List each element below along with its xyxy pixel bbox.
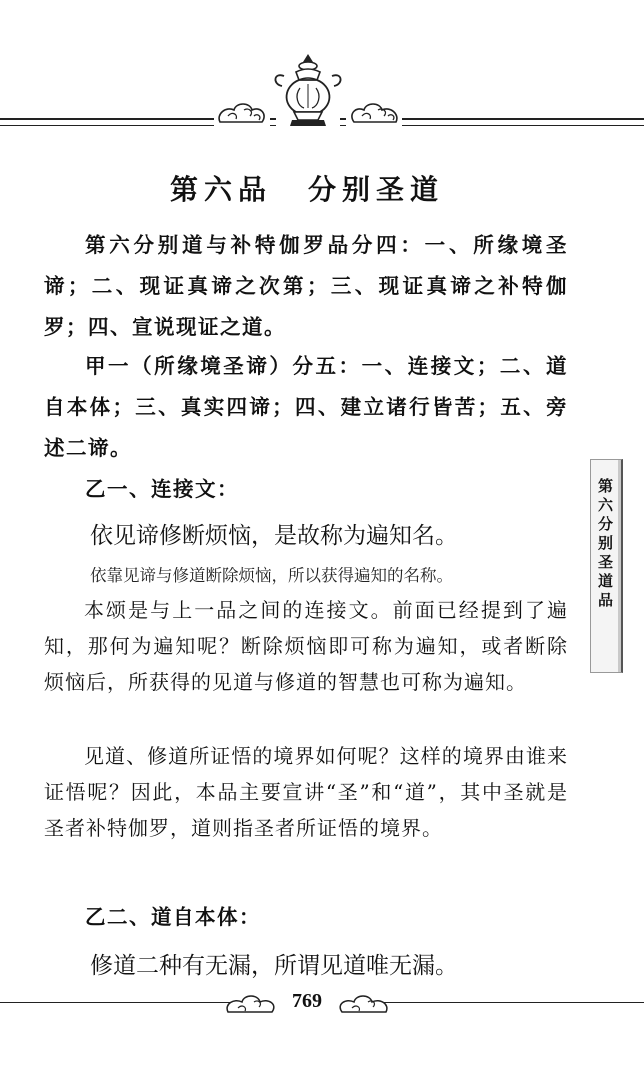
heading-b2: 乙二、道自本体： [85, 905, 261, 929]
cloud-scroll-icon [346, 96, 402, 128]
heading-b1: 乙一、连接文： [85, 477, 239, 501]
translation-1: 依靠见谛与修道断除烦恼，所以获得遍知的名称。 [90, 566, 453, 585]
chapter-name: 分别圣道 [308, 173, 445, 206]
intro-paragraph: 第六分别道与补特伽罗品分四：一、所缘境圣谛；二、现证真谛之次第；三、现证真谛之补特伽罗；四、宣说现证之道。 [44, 233, 568, 339]
section-a-paragraph: 甲一（所缘境圣谛）分五：一、连接文；二、道自本体；三、真实四谛；四、建立诸行皆苦；五、旁述二谛。 [44, 354, 568, 460]
page-number: 769 [292, 990, 322, 1012]
cloud-scroll-icon [336, 990, 390, 1016]
cloud-scroll-icon [224, 990, 278, 1016]
cloud-scroll-icon [214, 96, 270, 128]
root-verse-2: 修道二种有无漏，所谓见道唯无漏。 [90, 953, 458, 979]
chapter-title [0, 168, 614, 208]
vase-emblem-icon [270, 50, 346, 132]
chapter-side-tab[interactable] [590, 459, 623, 673]
side-tab-label: 第六分别圣道品 [596, 478, 614, 611]
footer-rule-left [0, 1002, 230, 1003]
root-verse-1: 依见谛修断烦恼，是故称为遍知名。 [90, 523, 458, 549]
footer-rule-right [384, 1002, 644, 1003]
chapter-number: 第六品 [169, 173, 272, 206]
commentary-2: 见道、修道所证悟的境界如何呢？这样的境界由谁来证悟呢？因此，本品主要宣讲“圣”和“道”，其中圣就是圣者补特伽罗，道则指圣者所证悟的境界。 [44, 744, 568, 840]
commentary-1: 本颂是与上一品之间的连接文。前面已经提到了遍知，那何为遍知呢？断除烦恼即可称为遍知，或者断除烦恼后，所获得的见道与修道的智慧也可称为遍知。 [44, 598, 568, 694]
